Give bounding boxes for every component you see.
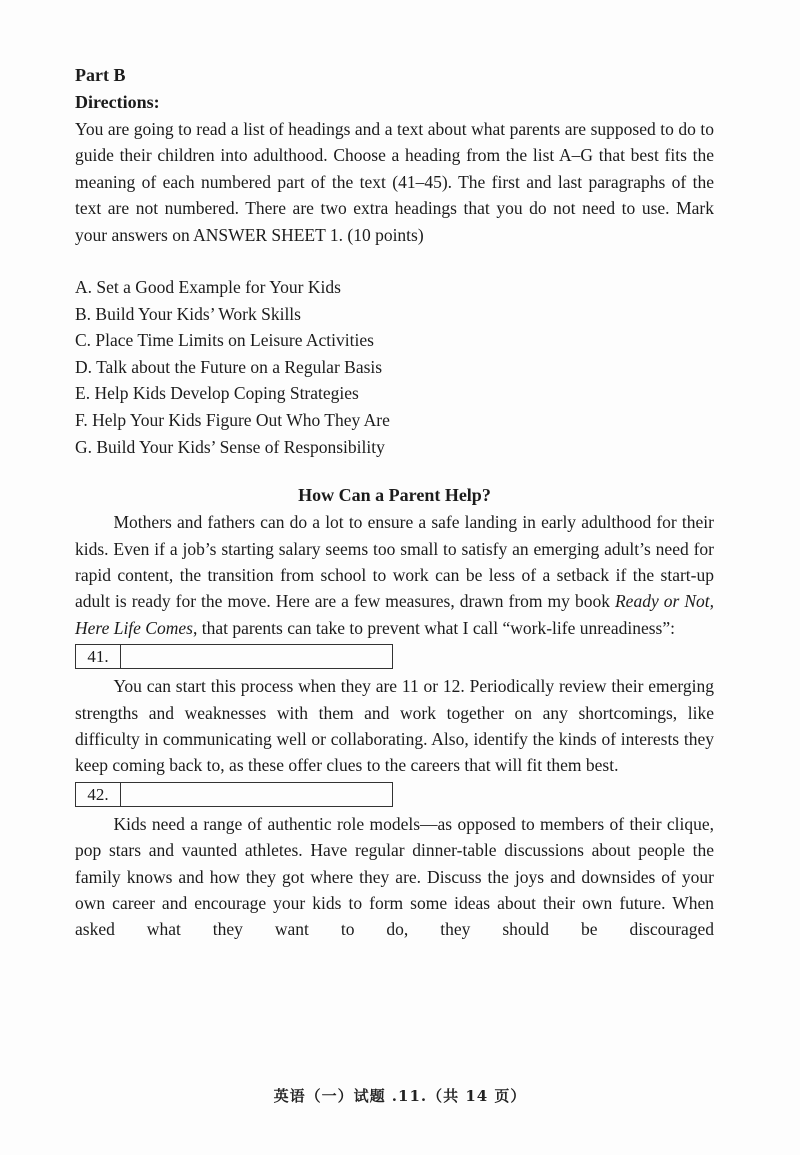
heading-option-b: B. Build Your Kids’ Work Skills bbox=[75, 303, 301, 324]
heading-option-g: G. Build Your Kids’ Sense of Responsibility bbox=[75, 436, 385, 457]
headings-list bbox=[75, 274, 714, 460]
heading-option-d: D. Talk about the Future on a Regular Basis bbox=[75, 356, 383, 377]
directions-title: Directions: bbox=[75, 92, 160, 112]
heading-option-c: C. Place Time Limits on Leisure Activities bbox=[75, 330, 374, 351]
book-title: Ready or Not, Here Life Comes bbox=[75, 591, 714, 638]
heading-option-a: A. Set a Good Example for Your Kids bbox=[75, 277, 341, 298]
heading-option-f: F. Help Your Kids Figure Out Who They Are bbox=[75, 410, 390, 430]
answer-box-42[interactable] bbox=[75, 782, 393, 807]
intro-text-start: Mothers and fathers can do a lot to ensure a safe landing in early adulthood for their kids. Even if a job’s starting salary seems too small to satisfy an emerging adult’s need for rapid content, the transition from school to work can be less of a setback if the start-up adult is ready for the move. Here are a few measures, drawn from my book bbox=[75, 512, 714, 612]
directions-text: You are going to read a list of headings and a text about what parents are supposed to do to guide their children into adulthood. Choose a heading from the list A–G that best fits the meaning of each numbered part of the text (41–45). The first and last paragraphs of the text are not numbered. There are two extra headings that you do not need to use. Mark your answers on ANSWER SHEET 1. (10 points) bbox=[75, 119, 714, 245]
paragraph-42: Kids need a range of authentic role models—as opposed to members of their clique, pop stars and vaunted athletes. Have regular dinner-table discussions about people the family knows and how they got where they are. Discuss the joys and downsides of your own career and encourage your kids to form some ideas about their own future. When asked what they want to do, they should be discouraged bbox=[75, 813, 714, 940]
answer-number-42: 42. bbox=[76, 783, 121, 806]
intro-paragraph bbox=[75, 509, 714, 641]
part-title: Part B bbox=[75, 65, 126, 85]
page-content bbox=[75, 62, 714, 943]
article-title: How Can a Parent Help? bbox=[298, 485, 491, 506]
paragraph-41: You can start this process when they are 11 or 12. Periodically review their emerging strengths and weaknesses with them and work together on any shortcomings, like difficulty in communicating well or collaborating. Also, identify the kinds of interests they keep coming back to, as these offer clues to the careers that will fit them best. bbox=[75, 676, 714, 776]
answer-blank-41[interactable] bbox=[121, 645, 392, 668]
heading-option-e: E. Help Kids Develop Coping Strategies bbox=[75, 383, 359, 404]
page-footer: 英语（一）试题 .11.（共 14 页） bbox=[273, 1087, 527, 1105]
answer-number-41: 41. bbox=[76, 645, 121, 668]
intro-text-end: , that parents can take to prevent what I call “work-life unreadiness”: bbox=[192, 617, 675, 638]
answer-blank-42[interactable] bbox=[121, 783, 392, 806]
answer-box-41[interactable] bbox=[75, 644, 393, 669]
